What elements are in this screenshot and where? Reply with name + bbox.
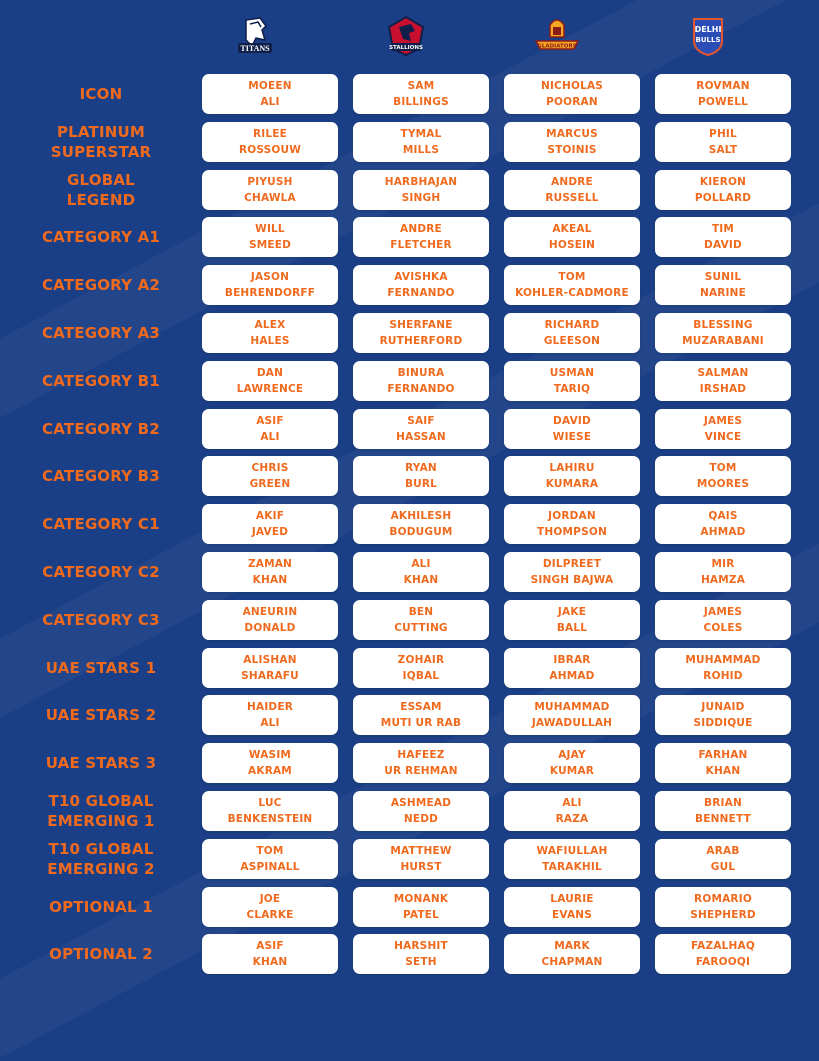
player-card <box>504 409 640 449</box>
player-card <box>504 648 640 688</box>
player-card <box>353 217 489 257</box>
player-first-name: JAMES <box>703 414 743 427</box>
player-card <box>202 743 338 783</box>
player-first-name: ZAMAN <box>247 557 293 570</box>
player-card <box>202 74 338 114</box>
player-last-name: NEDD <box>403 812 439 825</box>
player-first-name: WILL <box>255 223 285 236</box>
player-card <box>655 695 791 735</box>
player-card <box>655 74 791 114</box>
player-card <box>655 456 791 496</box>
player-first-name: PIYUSH <box>247 175 293 188</box>
player-card <box>353 791 489 831</box>
player-last-name: CLARKE <box>246 908 294 921</box>
player-first-name: AKEAL <box>552 223 592 236</box>
player-first-name: ALISHAN <box>243 653 297 666</box>
svg-text:STALLIONS: STALLIONS <box>389 45 423 51</box>
player-last-name: SIDDIQUE <box>693 717 753 730</box>
player-card <box>655 409 791 449</box>
player-last-name: CHAPMAN <box>541 956 603 969</box>
player-last-name: WIESE <box>552 430 592 443</box>
player-last-name: UR REHMAN <box>384 765 458 778</box>
player-card <box>202 934 338 974</box>
player-last-name: BURL <box>404 478 438 491</box>
player-last-name: POWELL <box>698 96 748 108</box>
bull-shield-logo-icon <box>688 15 728 57</box>
player-first-name: WAFIULLAH <box>536 844 608 857</box>
player-card <box>202 839 338 879</box>
player-first-name: ROVMAN <box>696 80 750 92</box>
player-first-name: IBRAR <box>553 653 591 666</box>
player-last-name: ALI <box>260 430 280 443</box>
player-card <box>353 456 489 496</box>
player-last-name: MUTI UR RAB <box>380 717 462 730</box>
player-first-name: MARK <box>554 940 590 953</box>
player-first-name: JAMES <box>703 605 743 618</box>
player-last-name: FERNANDO <box>387 287 455 300</box>
player-last-name: AHMAD <box>549 669 595 682</box>
player-card <box>504 361 640 401</box>
category-label: OPTIONAL 1 <box>49 897 153 916</box>
player-last-name: KUMARA <box>545 478 599 491</box>
player-first-name: ANEURIN <box>242 605 298 618</box>
player-card <box>504 456 640 496</box>
player-first-name: ARAB <box>706 844 740 857</box>
player-last-name: HASSAN <box>396 430 446 443</box>
category-label: CATEGORY C2 <box>42 562 160 581</box>
player-card <box>202 648 338 688</box>
player-last-name: GLEESON <box>543 334 601 347</box>
player-first-name: TIM <box>711 223 735 236</box>
player-card <box>353 743 489 783</box>
player-last-name: JAWADULLAH <box>531 717 613 730</box>
player-last-name: BENNETT <box>695 812 751 825</box>
category-label: CATEGORY B1 <box>42 371 160 390</box>
player-card <box>353 504 489 544</box>
player-card <box>655 217 791 257</box>
player-last-name: HAMZA <box>700 573 746 586</box>
player-last-name: FERNANDO <box>387 382 455 395</box>
player-first-name: AKHILESH <box>390 510 452 523</box>
svg-text:BULLS: BULLS <box>695 36 721 44</box>
player-first-name: CHRIS <box>251 462 289 475</box>
player-last-name: SETH <box>405 956 437 969</box>
player-first-name: DAN <box>256 366 284 379</box>
svg-text:TITANS: TITANS <box>240 44 270 53</box>
player-last-name: CUTTING <box>394 621 448 634</box>
player-first-name: HARSHIT <box>394 940 448 953</box>
player-card <box>202 217 338 257</box>
player-first-name: BRIAN <box>704 796 742 809</box>
player-first-name: MARCUS <box>546 127 598 140</box>
player-card <box>504 887 640 927</box>
player-card <box>202 695 338 735</box>
player-card <box>353 839 489 879</box>
player-first-name: SALMAN <box>697 366 749 379</box>
player-card <box>202 409 338 449</box>
player-card <box>504 839 640 879</box>
team-logo-stallions <box>338 12 474 60</box>
player-card <box>504 122 640 162</box>
player-card <box>353 552 489 592</box>
player-card <box>353 600 489 640</box>
player-first-name: WASIM <box>248 749 292 762</box>
player-first-name: AKIF <box>255 510 285 523</box>
player-card <box>504 74 640 114</box>
player-card <box>504 552 640 592</box>
player-first-name: MONANK <box>393 892 449 905</box>
player-first-name: BLESSING <box>693 318 753 331</box>
player-card <box>202 552 338 592</box>
player-last-name: SMEED <box>248 239 292 252</box>
category-label: T10 GLOBAL EMERGING 1 <box>47 791 155 830</box>
category-label: CATEGORY B3 <box>42 467 160 486</box>
player-first-name: ASIF <box>256 940 284 953</box>
player-card <box>655 839 791 879</box>
player-first-name: ROMARIO <box>694 892 752 905</box>
player-card <box>353 361 489 401</box>
category-label: UAE STARS 1 <box>45 658 157 677</box>
player-card <box>353 265 489 305</box>
player-last-name: CHAWLA <box>244 191 296 204</box>
player-card <box>504 265 640 305</box>
player-last-name: ROSSOUW <box>238 143 302 156</box>
player-last-name: AHMAD <box>700 526 746 539</box>
player-last-name: DAVID <box>704 239 742 252</box>
player-card <box>504 600 640 640</box>
player-last-name: LAWRENCE <box>236 382 304 395</box>
category-label: ICON <box>79 85 123 103</box>
player-first-name: ZOHAIR <box>397 653 445 666</box>
player-card <box>353 122 489 162</box>
player-first-name: TOM <box>558 271 586 284</box>
player-last-name: TARAKHIL <box>542 860 602 873</box>
player-first-name: ANDRE <box>551 175 593 188</box>
player-first-name: SUNIL <box>704 271 742 284</box>
player-card <box>202 504 338 544</box>
player-first-name: JUNAID <box>701 701 745 714</box>
player-last-name: EVANS <box>551 908 593 921</box>
player-first-name: ALI <box>411 557 431 570</box>
player-last-name: POLLARD <box>694 191 752 204</box>
player-first-name: QAIS <box>708 510 738 523</box>
player-card <box>655 122 791 162</box>
player-last-name: COLES <box>703 621 743 634</box>
player-last-name: RUSSELL <box>545 191 599 204</box>
player-card <box>655 265 791 305</box>
player-card <box>353 887 489 927</box>
player-last-name: IQBAL <box>402 669 440 682</box>
player-first-name: FARHAN <box>698 749 748 762</box>
player-first-name: HAFEEZ <box>397 749 445 762</box>
player-card <box>655 313 791 353</box>
player-card <box>655 648 791 688</box>
player-first-name: ASIF <box>256 414 284 427</box>
player-last-name: TARIQ <box>553 382 591 395</box>
player-card <box>655 743 791 783</box>
player-first-name: DAVID <box>553 414 591 427</box>
player-draft-table <box>0 74 791 974</box>
player-card <box>655 504 791 544</box>
player-last-name: SALT <box>708 143 738 156</box>
player-first-name: SAM <box>407 80 435 92</box>
player-first-name: ALI <box>562 796 582 809</box>
player-card <box>353 409 489 449</box>
player-first-name: PHIL <box>709 127 737 140</box>
player-last-name: FLETCHER <box>390 239 452 252</box>
helmet-logo-icon <box>532 15 582 57</box>
player-last-name: BODUGUM <box>389 526 453 539</box>
player-first-name: NICHOLAS <box>540 80 604 92</box>
player-card <box>353 695 489 735</box>
player-card <box>202 887 338 927</box>
player-card <box>655 791 791 831</box>
horse-badge-logo-icon <box>383 15 429 57</box>
player-first-name: TOM <box>256 844 284 857</box>
player-first-name: MUHAMMAD <box>534 701 610 714</box>
player-card <box>202 600 338 640</box>
player-first-name: BEN <box>408 605 434 618</box>
player-first-name: LAURIE <box>550 892 594 905</box>
category-label: CATEGORY B2 <box>42 419 160 438</box>
player-last-name: HALES <box>250 334 290 347</box>
player-last-name: SHARAFU <box>241 669 299 682</box>
player-card <box>504 743 640 783</box>
category-label: CATEGORY C3 <box>42 610 160 629</box>
player-first-name: JORDAN <box>548 510 596 523</box>
player-first-name: ESSAM <box>400 701 442 714</box>
player-card <box>655 934 791 974</box>
player-last-name: BENKENSTEIN <box>227 812 313 825</box>
player-card <box>504 504 640 544</box>
player-first-name: JOE <box>259 892 281 905</box>
player-last-name: NARINE <box>699 287 747 300</box>
player-last-name: KHAN <box>252 956 288 969</box>
player-first-name: JAKE <box>557 605 587 618</box>
player-last-name: THOMPSON <box>537 526 607 539</box>
team-logos-header <box>187 12 776 60</box>
category-label: CATEGORY C1 <box>42 515 160 534</box>
player-first-name: FAZALHAQ <box>691 940 755 953</box>
player-first-name: AVISHKA <box>394 271 448 284</box>
category-label: CATEGORY A1 <box>41 228 161 247</box>
player-card <box>655 361 791 401</box>
category-label: CATEGORY A3 <box>41 323 161 342</box>
player-card <box>504 217 640 257</box>
player-first-name: KIERON <box>699 175 747 188</box>
player-first-name: ANDRE <box>400 223 442 236</box>
player-first-name: MATTHEW <box>390 844 452 857</box>
player-last-name: RAZA <box>555 812 589 825</box>
player-first-name: RYAN <box>405 462 437 475</box>
player-last-name: RUTHERFORD <box>379 334 463 347</box>
player-last-name: STOINIS <box>547 143 597 156</box>
player-last-name: SHEPHERD <box>690 908 756 921</box>
player-card <box>202 456 338 496</box>
player-first-name: ALEX <box>254 318 286 331</box>
player-last-name: ALI <box>260 96 280 108</box>
player-card <box>353 313 489 353</box>
team-logo-gladiators <box>489 12 625 60</box>
player-card <box>655 170 791 210</box>
horse-shield-logo-icon <box>232 16 278 56</box>
player-first-name: MOEEN <box>248 80 292 92</box>
team-logo-titans <box>187 12 323 60</box>
player-card <box>504 313 640 353</box>
player-last-name: FAROOQI <box>695 956 751 969</box>
player-last-name: SINGH <box>401 191 441 204</box>
player-card <box>504 934 640 974</box>
player-first-name: BINURA <box>397 366 445 379</box>
player-first-name: USMAN <box>549 366 595 379</box>
player-last-name: PATEL <box>402 908 440 921</box>
player-last-name: MUZARABANI <box>682 334 764 347</box>
category-label: GLOBAL LEGEND <box>66 170 136 209</box>
player-last-name: JAVED <box>251 526 289 539</box>
player-card <box>655 887 791 927</box>
player-last-name: KUMAR <box>549 765 595 778</box>
player-last-name: VINCE <box>704 430 742 443</box>
player-card <box>202 361 338 401</box>
player-first-name: SHERFANE <box>389 318 453 331</box>
player-last-name: ALI <box>260 717 280 730</box>
player-last-name: HOSEIN <box>548 239 596 252</box>
player-first-name: RICHARD <box>544 318 600 331</box>
player-card <box>655 600 791 640</box>
player-last-name: MILLS <box>402 143 440 156</box>
player-last-name: HURST <box>400 860 442 873</box>
player-first-name: ASHMEAD <box>390 796 452 809</box>
player-last-name: KHAN <box>705 765 741 778</box>
player-last-name: SINGH BAJWA <box>530 573 614 586</box>
player-last-name: ROHID <box>703 669 743 682</box>
player-card <box>202 122 338 162</box>
player-first-name: HARBHAJAN <box>384 175 458 188</box>
category-label: UAE STARS 3 <box>45 754 157 773</box>
player-last-name: GREEN <box>249 478 291 491</box>
player-first-name: RILEE <box>252 127 288 140</box>
player-last-name: IRSHAD <box>699 382 747 395</box>
player-card <box>504 695 640 735</box>
player-last-name: BEHRENDORFF <box>224 287 316 300</box>
player-last-name: ASPINALL <box>240 860 300 873</box>
player-last-name: MOORES <box>696 478 750 491</box>
player-first-name: SAIF <box>407 414 435 427</box>
player-first-name: DILPREET <box>542 557 602 570</box>
player-first-name: TOM <box>709 462 737 475</box>
player-first-name: TYMAL <box>400 127 442 140</box>
player-last-name: AKRAM <box>248 765 292 778</box>
player-card <box>202 170 338 210</box>
player-last-name: GUL <box>710 860 736 873</box>
category-label: PLATINUM SUPERSTAR <box>50 122 152 161</box>
team-logo-delhi-bulls <box>640 12 776 60</box>
player-first-name: LAHIRU <box>549 462 595 475</box>
player-first-name: LUC <box>258 796 282 809</box>
player-last-name: BILLINGS <box>393 96 449 108</box>
category-label: CATEGORY A2 <box>41 276 161 295</box>
category-label: T10 GLOBAL EMERGING 2 <box>47 839 155 878</box>
category-label: UAE STARS 2 <box>45 706 157 725</box>
player-card <box>202 791 338 831</box>
player-last-name: KHAN <box>403 573 439 586</box>
category-label: OPTIONAL 2 <box>49 945 153 964</box>
player-first-name: HAIDER <box>247 701 293 714</box>
player-card <box>504 791 640 831</box>
player-first-name: MUHAMMAD <box>685 653 761 666</box>
player-first-name: MIR <box>711 557 735 570</box>
player-card <box>504 170 640 210</box>
player-last-name: BALL <box>556 621 588 634</box>
player-card <box>353 74 489 114</box>
player-last-name: KHAN <box>252 573 288 586</box>
player-last-name: DONALD <box>244 621 296 634</box>
player-card <box>353 934 489 974</box>
player-card <box>202 313 338 353</box>
player-last-name: POORAN <box>546 96 598 108</box>
player-card <box>655 552 791 592</box>
player-card <box>202 265 338 305</box>
player-first-name: AJAY <box>558 749 586 762</box>
svg-text:GLADIATORS: GLADIATORS <box>537 43 577 50</box>
svg-text:DELHI: DELHI <box>694 25 722 34</box>
player-card <box>353 170 489 210</box>
player-first-name: JASON <box>250 271 290 284</box>
player-last-name: KOHLER-CADMORE <box>515 287 629 300</box>
player-card <box>353 648 489 688</box>
